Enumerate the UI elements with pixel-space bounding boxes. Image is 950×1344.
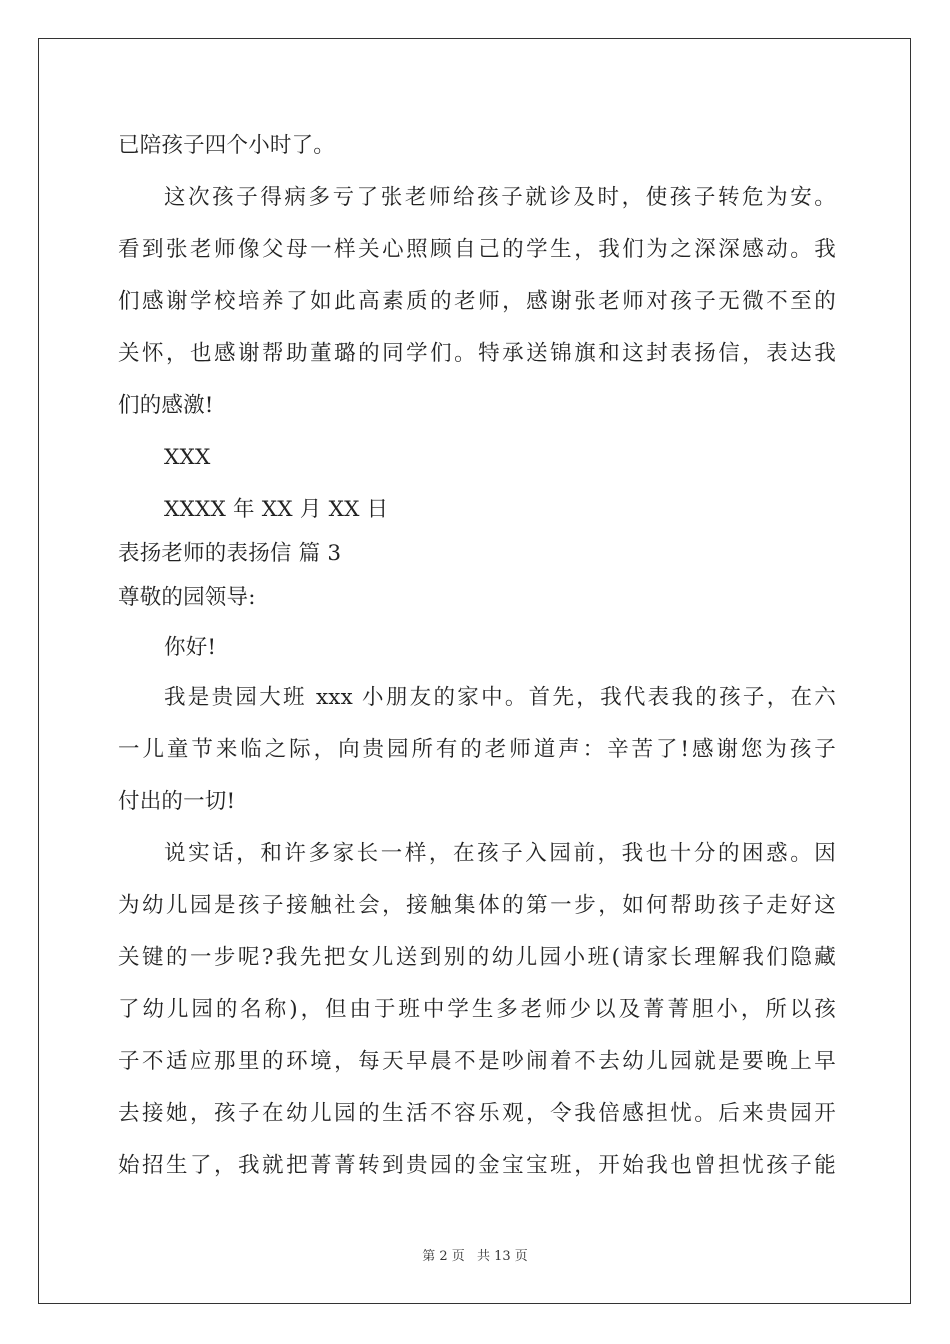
text-line: 这次孩子得病多亏了张老师给孩子就诊及时，使孩子转危为安。 (164, 185, 836, 210)
text-line: 关键的一步呢?我先把女儿送到别的幼儿园小班(请家长理解我们隐藏 (118, 945, 836, 970)
text-line: 们感谢学校培养了如此高素质的老师，感谢张老师对孩子无微不至的 (118, 289, 836, 314)
signature-date: XXXX 年 XX 月 XX 日 (164, 497, 389, 522)
text-line: 们的感激! (118, 393, 214, 418)
page-footer (0, 1245, 950, 1264)
text-line: 了幼儿园的名称)，但由于班中学生多老师少以及菁菁胆小，所以孩 (118, 997, 836, 1022)
text-line: 说实话，和许多家长一样，在孩子入园前，我也十分的困惑。因 (164, 841, 836, 866)
greeting: 你好! (164, 635, 217, 660)
text-line: 关怀，也感谢帮助董璐的同学们。特承送锦旗和这封表扬信，表达我 (118, 341, 836, 366)
page-total: 共 13 页 (476, 1249, 528, 1264)
text-line: 一儿童节来临之际，向贵园所有的老师道声：辛苦了!感谢您为孩子 (118, 737, 836, 762)
text-line: 我是贵园大班 xxx 小朋友的家中。首先，我代表我的孩子，在六 (164, 685, 836, 710)
page-number: 第 2 页 (422, 1249, 465, 1264)
text-line: 子不适应那里的环境，每天早晨不是吵闹着不去幼儿园就是要晚上早 (118, 1049, 836, 1074)
text-line: 已陪孩子四个小时了。 (118, 133, 336, 158)
text-line: 看到张老师像父母一样关心照顾自己的学生，我们为之深深感动。我 (118, 237, 836, 262)
salutation: 尊敬的园领导: (118, 585, 256, 610)
text-line: 付出的一切! (118, 789, 236, 814)
section-heading: 表扬老师的表扬信 篇 3 (118, 541, 342, 566)
signature-name: XXX (164, 445, 211, 470)
text-line: 去接她，孩子在幼儿园的生活不容乐观，令我倍感担忧。后来贵园开 (118, 1101, 836, 1126)
text-line: 始招生了，我就把菁菁转到贵园的金宝宝班，开始我也曾担忧孩子能 (118, 1153, 836, 1178)
text-line: 为幼儿园是孩子接触社会，接触集体的第一步，如何帮助孩子走好这 (118, 893, 836, 918)
